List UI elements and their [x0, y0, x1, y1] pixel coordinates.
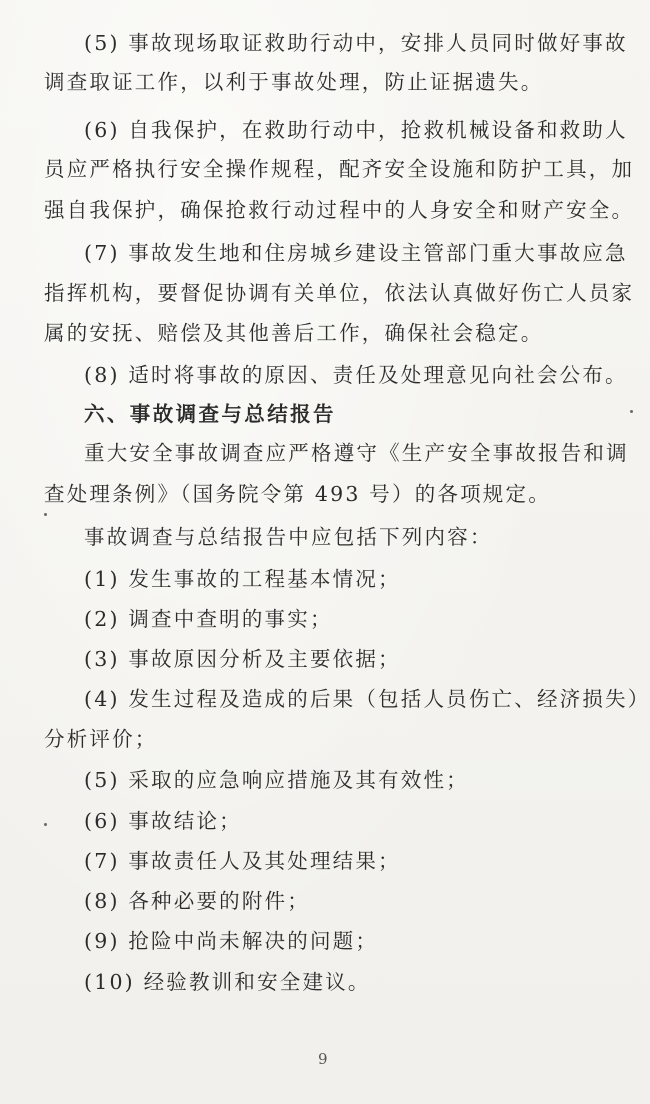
paragraph-7-line-1: (7) 事故发生地和住房城乡建设主管部门重大事故应急 — [84, 241, 628, 265]
intro-line-3: 事故调查与总结报告中应包括下列内容： — [84, 525, 493, 549]
paragraph-6-line-2: 员应严格执行安全操作规程，配齐安全设施和防护工具，加 — [44, 157, 635, 181]
intro-line-1: 重大安全事故调查应严格遵守《生产安全事故报告和调 — [84, 441, 629, 465]
paragraph-5-line-1: (5) 事故现场取证救助行动中，安排人员同时做好事故 — [84, 31, 628, 55]
paragraph-7-line-3: 属的安抚、赔偿及其他善后工作，确保社会稳定。 — [44, 321, 544, 345]
intro-line-2: 查处理条例》（国务院令第 493 号）的各项规定。 — [44, 482, 551, 506]
paragraph-6-line-3: 强自我保护，确保抢救行动过程中的人身安全和财产安全。 — [44, 198, 635, 222]
list-item-4-line-1: (4) 发生过程及造成的后果（包括人员伤亡、经济损失） — [84, 687, 650, 711]
list-item-4-line-2: 分析评价； — [44, 727, 158, 751]
paragraph-8-line-1: (8) 适时将事故的原因、责任及处理意见向社会公布。 — [84, 363, 628, 387]
list-item-9: (9) 抢险中尚未解决的问题； — [84, 929, 379, 953]
paragraph-7-line-2: 指挥机构，要督促协调有关单位，依法认真做好伤亡人员家 — [44, 281, 635, 305]
list-item-1: (1) 发生事故的工程基本情况； — [84, 567, 401, 591]
scan-speck — [630, 410, 633, 413]
list-item-8: (8) 各种必要的附件； — [84, 889, 310, 913]
scan-speck — [44, 513, 47, 516]
list-item-6: (6) 事故结论； — [84, 809, 242, 833]
page-number: 9 — [318, 1050, 328, 1068]
section-heading: 六、事故调查与总结报告 — [84, 402, 336, 426]
list-item-2: (2) 调查中查明的事实； — [84, 607, 333, 631]
list-item-10: (10) 经验教训和安全建议。 — [84, 970, 371, 994]
list-item-5: (5) 采取的应急响应措施及其有效性； — [84, 768, 469, 792]
list-item-3: (3) 事故原因分析及主要依据； — [84, 647, 401, 671]
list-item-7: (7) 事故责任人及其处理结果； — [84, 849, 401, 873]
scan-speck — [44, 823, 47, 826]
paragraph-6-line-1: (6) 自我保护，在救助行动中，抢救机械设备和救助人 — [84, 118, 628, 142]
paragraph-5-line-2: 调查取证工作，以利于事故处理，防止证据遗失。 — [44, 70, 544, 94]
